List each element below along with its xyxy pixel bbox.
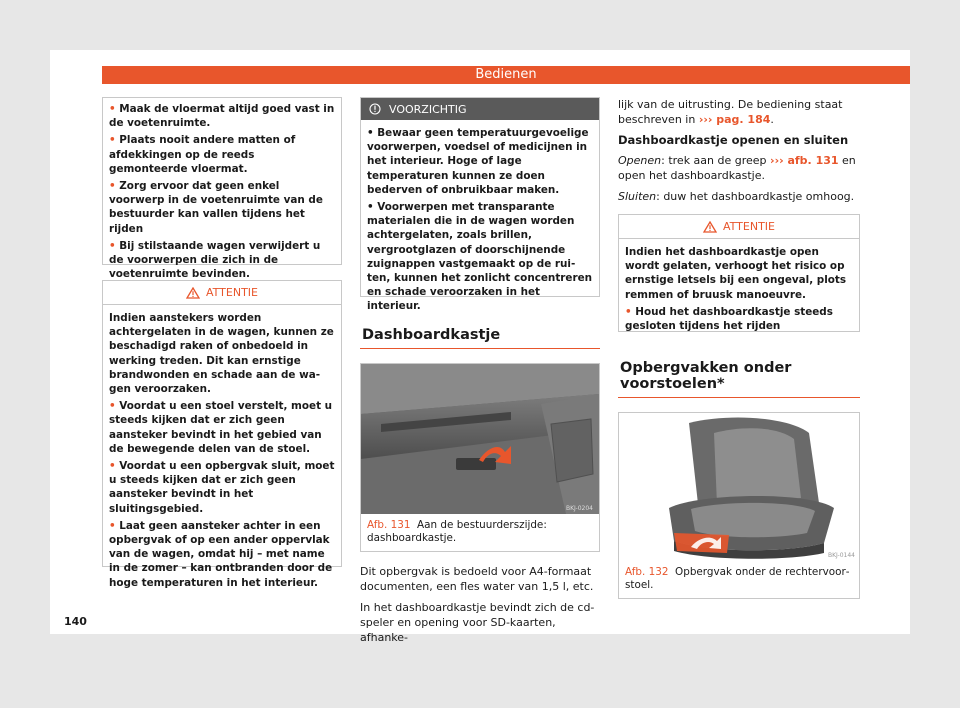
- bullet-item: • Houd het dashboardkastje steeds gesloten tijdens het rijden: [625, 305, 833, 333]
- paragraph: In het dashboardkastje bevindt zich de cd-speler en opening voor SD-kaarten, afhanke-: [360, 601, 595, 644]
- attention-title: ATTENTIE: [205, 286, 258, 299]
- figure-code: BKJ-0144: [827, 552, 855, 559]
- figure-reference-link[interactable]: ››› afb. 131: [770, 154, 839, 167]
- column-1: [102, 97, 342, 589]
- attention-text: Indien het dashboardkastje open wordt gelaten, verhoogt het risico op ernstige letsels bij een ongeval, plots remmen of bruusk manoeuvre.: [625, 246, 847, 301]
- section-title-opbergvakken: Opbergvakken onder voorstoelen*: [618, 360, 860, 398]
- caution-header: [361, 98, 599, 120]
- bullet-item: • Voordat u een opbergvak sluit, moet u steeds kijken dat er zich geen aansteker bevindt in het sluitingsgebied.: [109, 460, 335, 515]
- figure-code: BKJ-0204: [565, 505, 593, 512]
- chapter-header: Bedienen: [102, 66, 910, 84]
- attention-header: [619, 215, 859, 239]
- dashboard-glovebox-illustration: [361, 364, 599, 514]
- attention-title: ATTENTIE: [722, 220, 775, 233]
- bullet-item: • Maak de vloermat altijd goed vast in de voetenruimte.: [109, 103, 335, 130]
- section-title-dashboardkastje: Dashboardkastje: [360, 327, 600, 349]
- caution-title: VOORZICHTIG: [389, 102, 467, 116]
- sub-title: Dashboardkastje openen en sluiten: [618, 133, 849, 147]
- bullet-item: • Bewaar geen temperatuurgevoelige voorwerpen, voedsel of medicijnen in het interieur. Hoge of lage temperaturen kunnen ze doen bederven of onbruikbaar maken.: [367, 127, 589, 196]
- column-2: [360, 97, 600, 651]
- warning-triangle-icon: [703, 221, 717, 233]
- column-3: [618, 97, 860, 599]
- attention-box-glovebox: [618, 214, 860, 332]
- open-instructions: Openen: trek aan de greep ››› afb. 131 en open het dashboardkastje.: [618, 154, 856, 182]
- attention-box-lighters: [102, 280, 342, 589]
- paragraph: lijk van de uitrusting. De bediening staat beschreven in ››› pag. 184.: [618, 98, 843, 126]
- bullet-item: • Voorwerpen met transparante materialen die in de wagen worden achtergelaten, zoals brillen, vergrootglazen of doorschijnende zuignappen vastgemaakt op de ruiten, kunnen het zonlicht concentreren en schade veroorzaken in het interieur.: [367, 201, 593, 313]
- attention-intro: Indien aanstekers worden achtergelaten in de wagen, kunnen ze beschadigd raken of onbedoeld in werking treden. Dit kan ernstige brandwonden en schade aan de wagen veroorzaken.: [109, 312, 334, 396]
- paragraph: Dit opbergvak is bedoeld voor A4-formaat documenten, een fles water van 1,5 l, etc.: [360, 565, 594, 593]
- page: [50, 50, 910, 644]
- seat-storage-illustration: [619, 413, 859, 561]
- figure-131: [360, 363, 600, 552]
- bullet-item: • Voordat u een stoel verstelt, moet u steeds kijken dat er zich geen aansteker bevindt in het gebied van de bewegende delen van de stoel.: [109, 400, 333, 455]
- bullet-item: • Plaats nooit andere matten of afdekkingen op de reeds gemonteerde vloermat.: [109, 134, 296, 175]
- bullet-item: • Zorg ervoor dat geen enkel voorwerp in de voetenruimte van de bestuurder kan vallen tijdens het rijden: [109, 180, 323, 235]
- figure-caption: Afb. 131 Aan de bestuurderszijde: dashboardkastje.: [367, 519, 547, 544]
- figure-caption: Afb. 132 Opbergvak onder de rechtervoorstoel.: [625, 566, 850, 591]
- warning-triangle-icon: [186, 287, 200, 299]
- page-reference-link[interactable]: ››› pag. 184: [698, 113, 771, 126]
- warning-continued-box: [102, 97, 342, 281]
- figure-132: [618, 412, 860, 599]
- bullet-item: • Laat geen aansteker achter in een opbergvak of op een ander oppervlak van de wagen, omdat hij – met name in de zomer – kan ontbranden door de hoge temperaturen in het interieur.: [109, 519, 333, 589]
- close-instructions: Sluiten: duw het dashboardkastje omhoog.: [618, 190, 855, 203]
- info-circle-icon: [369, 103, 381, 115]
- attention-header: [103, 281, 341, 305]
- page-number: 140: [64, 615, 87, 628]
- bullet-item: • Bij stilstaande wagen verwijdert u de voorwerpen die zich in de voetenruimte bevinden.: [109, 239, 321, 281]
- caution-box: [360, 97, 600, 313]
